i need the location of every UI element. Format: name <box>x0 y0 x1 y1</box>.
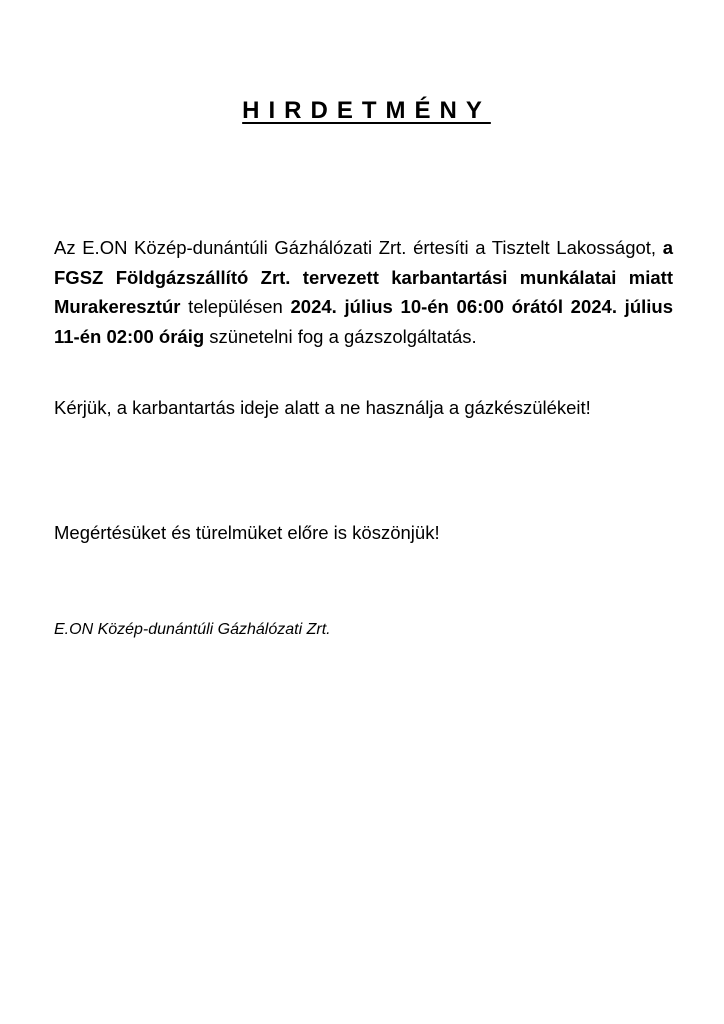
notice-outcome: szünetelni fog a gázszolgáltatás. <box>204 325 477 347</box>
notice-timeframe: 2024. július 10-én 06:00 órától 2024. július 11-én 02:00 óráig <box>54 296 673 347</box>
notice-location-prefix: településen <box>180 296 291 317</box>
title-text: HIRDETMÉNY <box>242 97 491 124</box>
signature: E.ON Közép-dunántúli Gázhálózati Zrt. <box>54 621 331 638</box>
notice-reason: a FGSZ Földgázszállító Zrt. tervezett karbantartási munkálatai miatt Murakeresztúr <box>54 237 673 317</box>
page-title <box>0 96 724 126</box>
request-paragraph: Kérjük, a karbantartás ideje alatt a ne használja a gázkészülékeit! <box>54 397 591 418</box>
notice-paragraph <box>54 233 673 351</box>
notice-intro: Az E.ON Közép-dunántúli Gázhálózati Zrt. értesíti a Tisztelt Lakosságot, <box>54 237 663 258</box>
thanks-paragraph: Megértésüket és türelmüket előre is köszönjük! <box>54 522 440 543</box>
